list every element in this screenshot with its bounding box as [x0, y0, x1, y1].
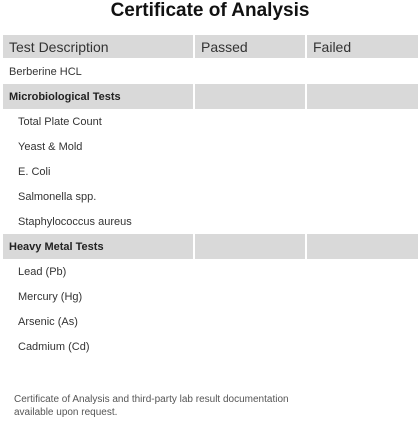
table-row: [3, 134, 418, 159]
coa-table: [3, 35, 418, 359]
passed-cell: [195, 209, 305, 234]
failed-cell: [307, 84, 418, 109]
section-label: Heavy Metal Tests: [3, 234, 193, 259]
table-row: [3, 109, 418, 134]
header-passed: Passed: [195, 35, 305, 58]
page-title: Certificate of Analysis: [110, 0, 310, 21]
table-row: [3, 259, 418, 284]
table-row: [3, 159, 418, 184]
failed-cell: [307, 234, 418, 259]
failed-cell: [307, 109, 418, 134]
table-row: [3, 59, 418, 84]
table-row: [3, 284, 418, 309]
passed-cell: [195, 109, 305, 134]
section-row: [3, 84, 418, 109]
failed-cell: [307, 309, 418, 334]
table-body: [3, 59, 418, 359]
header-test-description: Test Description: [3, 35, 193, 58]
test-label: Mercury (Hg): [18, 290, 83, 303]
test-label: Salmonella spp.: [18, 190, 97, 203]
passed-cell: [195, 334, 305, 359]
test-label: Cadmium (Cd): [18, 340, 90, 353]
test-label: E. Coli: [18, 165, 51, 178]
section-row: [3, 234, 418, 259]
test-label: Lead (Pb): [18, 265, 67, 278]
failed-cell: [307, 59, 418, 84]
passed-cell: [195, 259, 305, 284]
failed-cell: [307, 134, 418, 159]
header-failed: Failed: [307, 35, 418, 58]
passed-cell: [195, 59, 305, 84]
failed-cell: [307, 284, 418, 309]
passed-cell: [195, 84, 305, 109]
passed-cell: [195, 159, 305, 184]
passed-cell: [195, 184, 305, 209]
footnote: Certificate of Analysis and third-party lab result documentation available upon request.: [14, 394, 289, 418]
table-row: [3, 334, 418, 359]
test-label: Total Plate Count: [18, 115, 102, 128]
table-row: [3, 184, 418, 209]
failed-cell: [307, 159, 418, 184]
test-label: Staphylococcus aureus: [18, 215, 132, 228]
test-label: Arsenic (As): [18, 315, 78, 328]
section-label: Microbiological Tests: [3, 84, 193, 109]
failed-cell: [307, 184, 418, 209]
failed-cell: [307, 334, 418, 359]
passed-cell: [195, 309, 305, 334]
passed-cell: [195, 284, 305, 309]
failed-cell: [307, 259, 418, 284]
table-row: [3, 209, 418, 234]
test-label: Yeast & Mold: [18, 140, 83, 153]
table-row: [3, 309, 418, 334]
test-label: Berberine HCL: [9, 65, 82, 78]
passed-cell: [195, 134, 305, 159]
failed-cell: [307, 209, 418, 234]
passed-cell: [195, 234, 305, 259]
table-header: [3, 35, 418, 58]
